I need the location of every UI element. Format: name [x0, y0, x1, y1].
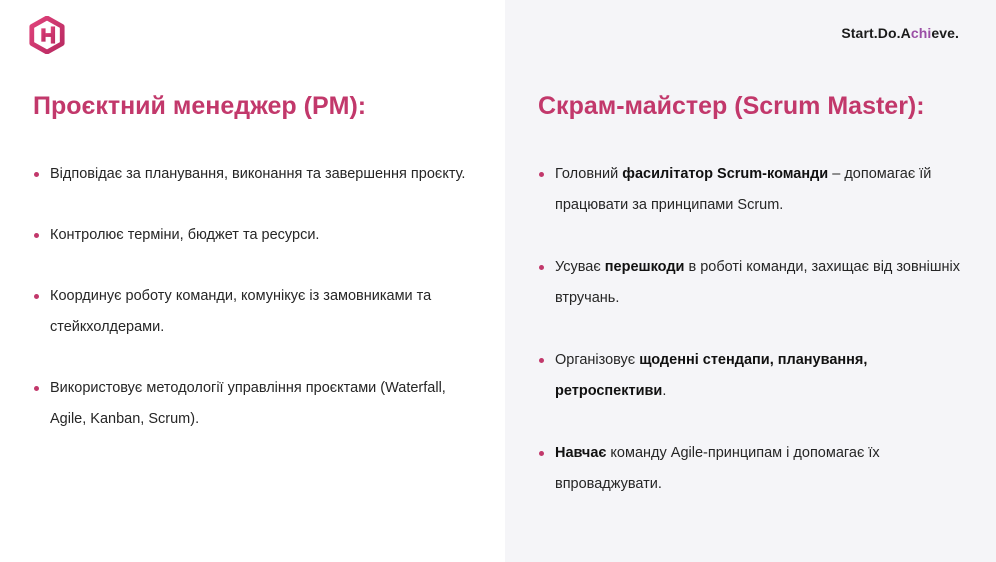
tagline-part-3: eve. [931, 25, 959, 41]
bullet-text: Головний [555, 166, 623, 182]
left-bullet-item [33, 159, 473, 190]
bullet-text: Відповідає за планування, виконання та завершення проєкту. [50, 166, 466, 182]
bullet-text: . [662, 383, 667, 399]
bullet-bold-text: щоденні стендапи, планування, ретроспективи [555, 352, 868, 399]
right-bullet-item [538, 252, 968, 314]
pm-responsibilities-list [33, 159, 473, 465]
tagline-highlight: chi [910, 25, 932, 41]
bullet-bold-text: Навчає [555, 445, 607, 461]
bullet-text: Усуває [555, 259, 605, 275]
bullet-bold-text: фасилітатор Scrum-команди [622, 166, 829, 182]
bullet-text: команду Agile-принципам і допомагає їх впроваджувати. [555, 445, 880, 492]
right-bullet-item [538, 159, 968, 221]
bullet-text: Контролює терміни, бюджет та ресурси. [50, 227, 320, 243]
bullet-text: Організовує [555, 352, 640, 368]
scrum-master-heading: Скрам-майстер (Scrum Master): [538, 92, 925, 120]
left-bullet-item [33, 281, 473, 343]
right-bullet-item [538, 345, 968, 407]
ch-hexagon-logo-icon [28, 16, 66, 54]
bullet-bold-text: перешкоди [604, 259, 685, 275]
tagline [841, 25, 959, 41]
bullet-text: Координує роботу команди, комунікує із замовниками та стейкхолдерами. [50, 288, 432, 335]
scrum-master-responsibilities-list [538, 159, 968, 531]
tagline-part-1: Start.Do.A [841, 25, 911, 41]
left-bullet-item [33, 220, 473, 251]
bullet-text: Використовує методології управління проєктами (Waterfall, Agile, Kanban, Scrum). [50, 380, 446, 427]
bullet-text: в роботі команди, захищає від зовнішніх втручань. [555, 259, 961, 306]
pm-heading: Проєктний менеджер (PM): [33, 92, 367, 120]
bullet-text: – допомагає їй працювати за принципами Scrum. [555, 166, 932, 213]
right-bullet-item [538, 438, 968, 500]
left-bullet-item [33, 373, 473, 435]
